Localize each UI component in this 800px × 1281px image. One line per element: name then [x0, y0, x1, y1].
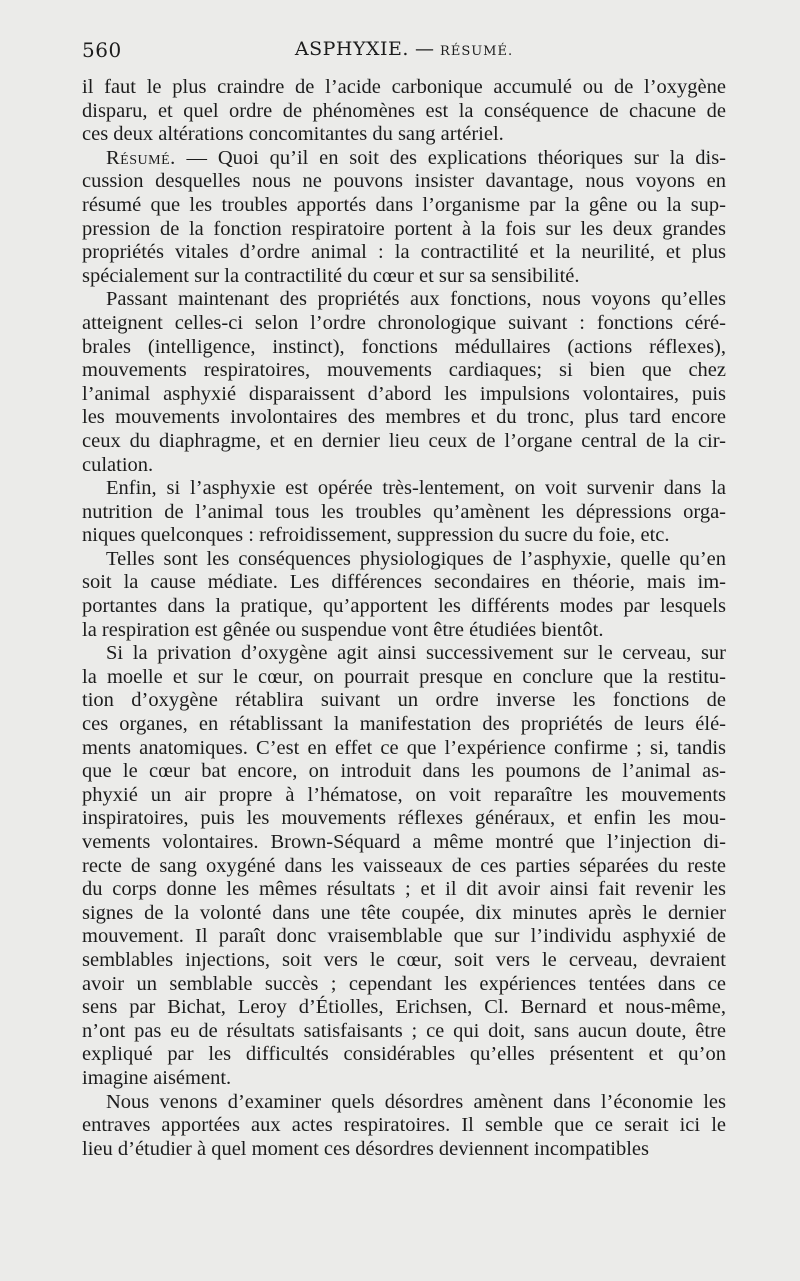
line-text: ments anatomiques. C’est en effet ce que l’expérience confirme ; si, tandis	[82, 736, 726, 759]
line-text: la moelle et sur le cœur, on pourrait presque en conclure que la restitu-	[82, 665, 726, 688]
text-line	[82, 501, 726, 525]
text-line	[82, 689, 726, 713]
text-line	[82, 831, 726, 855]
text-line	[82, 336, 726, 360]
running-subtitle: RÉSUMÉ.	[440, 44, 514, 59]
line-text: pression de la fonction respiratoire portent à la fois sur les deux grandes	[82, 217, 726, 240]
text-line	[82, 524, 726, 548]
paragraph	[82, 288, 726, 477]
text-line	[82, 170, 726, 194]
text-line	[82, 595, 726, 619]
line-text: niques quelconques : refroidissement, suppression du sucre du foie, etc.	[82, 524, 670, 547]
text-line	[82, 1091, 726, 1115]
line-text: Si la privation d’oxygène agit ainsi successivement sur le cerveau, sur	[106, 642, 726, 665]
line-text: Enfin, si l’asphyxie est opérée très-lentement, on voit survenir dans la	[106, 477, 726, 500]
text-line	[82, 218, 726, 242]
line-text: mouvement. Il paraît donc vraisemblable que sur l’individu asphyxié de	[82, 925, 726, 948]
paragraph	[82, 1091, 726, 1162]
line-text: ces deux altérations concomitantes du sang artériel.	[82, 123, 504, 146]
line-text: la respiration est gênée ou suspendue vont être étudiées bientôt.	[82, 618, 604, 641]
text-line	[82, 619, 726, 643]
text-line	[82, 265, 726, 289]
line-text: les mouvements involontaires des membres et du tronc, plus tard encore	[82, 406, 726, 429]
text-line	[82, 666, 726, 690]
line-text: Nous venons d’examiner quels désordres amènent dans l’économie les	[106, 1090, 726, 1113]
line-text: lieu d’étudier à quel moment ces désordres deviennent incompatibles	[82, 1137, 649, 1160]
line-text: expliqué par les difficultés considérables qu’elles présentent et qu’on	[82, 1043, 726, 1066]
text-line	[82, 359, 726, 383]
line-text: nutrition de l’animal tous les troubles qu’amènent les dépressions orga-	[82, 500, 726, 523]
text-line	[82, 760, 726, 784]
line-text: imagine aisément.	[82, 1066, 232, 1089]
page-number: 560	[82, 38, 122, 62]
running-separator: —	[415, 38, 434, 60]
text-line	[82, 100, 726, 124]
text-line	[82, 406, 726, 430]
text-line	[82, 1020, 726, 1044]
text-line	[82, 548, 726, 572]
running-title: ASPHYXIE.	[294, 38, 409, 60]
text-line	[82, 241, 726, 265]
line-text: semblables injections, soit vers le cœur, soit vers le cerveau, devraient	[82, 948, 726, 971]
line-text: disparu, et quel ordre de phénomènes est la conséquence de chacune de	[82, 99, 726, 122]
text-line	[82, 1138, 726, 1162]
text-line	[82, 477, 726, 501]
text-line	[82, 383, 726, 407]
page-header	[82, 38, 726, 66]
text-line	[82, 902, 726, 926]
line-text: portantes dans la pratique, qu’apportent les différents modes par lesquels	[82, 595, 726, 618]
line-text: inspiratoires, puis les mouvements réflexes généraux, et enfin les mou-	[82, 807, 726, 830]
text-line	[82, 147, 726, 171]
line-text: phyxié un air propre à l’hématose, on voit reparaître les mouvements	[82, 783, 726, 806]
text-line	[82, 312, 726, 336]
line-text: Passant maintenant des propriétés aux fonctions, nous voyons qu’elles	[106, 288, 726, 311]
text-line	[82, 878, 726, 902]
line-text: spécialement sur la contractilité du cœur et sur sa sensibilité.	[82, 264, 580, 287]
line-text: Telles sont les conséquences physiologiques de l’asphyxie, quelle qu’en	[106, 547, 726, 570]
line-text: atteignent celles-ci selon l’ordre chronologique suivant : fonctions céré-	[82, 311, 726, 334]
body-text	[82, 76, 726, 1161]
line-text: résumé que les troubles apportés dans l’organisme par la gêne ou la sup-	[82, 193, 726, 216]
text-line	[82, 996, 726, 1020]
lead-word: Résumé.	[106, 146, 176, 169]
line-text: propriétés vitales d’ordre animal : la contractilité et la neurilité, et plus	[82, 241, 726, 264]
text-line	[82, 1067, 726, 1091]
text-line	[82, 807, 726, 831]
line-text: brales (intelligence, instinct), fonctions médullaires (actions réflexes),	[82, 335, 726, 358]
paragraph	[82, 477, 726, 548]
text-line	[82, 855, 726, 879]
line-text: soit la cause médiate. Les différences secondaires en théorie, mais im-	[82, 571, 726, 594]
line-text: culation.	[82, 453, 154, 476]
line-text: cussion desquelles nous ne pouvons insister davantage, nous voyons en	[82, 170, 726, 193]
line-text: sens par Bichat, Leroy d’Étiolles, Erichsen, Cl. Bernard et nous-même,	[82, 996, 726, 1019]
line-text: ceux du diaphragme, et en dernier lieu ceux de l’organe central de la cir-	[82, 429, 726, 452]
text-line	[82, 76, 726, 100]
paragraph	[82, 548, 726, 642]
text-line	[82, 925, 726, 949]
line-text: l’animal asphyxié disparaissent d’abord les impulsions volontaires, puis	[82, 382, 726, 405]
line-text: tion d’oxygène rétablira suivant un ordre inverse les fonctions de	[82, 689, 726, 712]
line-text: recte de sang oxygéné dans les vaisseaux de ces parties séparées du reste	[82, 854, 726, 877]
text-line	[82, 1043, 726, 1067]
text-line	[82, 784, 726, 808]
text-line	[82, 713, 726, 737]
line-text: du corps donne les mêmes résultats ; et il dit avoir ainsi fait revenir les	[82, 878, 726, 901]
line-text: avoir un semblable succès ; cependant les expériences tentées dans ce	[82, 972, 726, 995]
line-text: vements volontaires. Brown-Séquard a même montré que l’injection di-	[82, 831, 726, 853]
text-line	[82, 194, 726, 218]
text-line	[82, 288, 726, 312]
text-line	[82, 123, 726, 147]
text-line	[82, 949, 726, 973]
line-text: entraves apportées aux actes respiratoires. Il semble que ce serait ici le	[82, 1114, 726, 1137]
paragraph	[82, 147, 726, 289]
text-line	[82, 642, 726, 666]
text-line	[82, 454, 726, 478]
line-text: n’ont pas eu de résultats satisfaisants ; ce qui doit, sans aucun doute, être	[82, 1019, 726, 1042]
line-text: ces organes, en rétablissant la manifestation des propriétés de leurs élé-	[82, 713, 726, 736]
paragraph	[82, 76, 726, 147]
line-text: que le cœur bat encore, on introduit dans les poumons de l’animal as-	[82, 760, 726, 783]
line-text: il faut le plus craindre de l’acide carbonique accumulé ou de l’oxygène	[82, 76, 726, 98]
text-line	[82, 973, 726, 997]
line-text: — Quoi qu’il en soit des explications théoriques sur la dis-	[175, 146, 726, 169]
text-line	[82, 430, 726, 454]
text-line	[82, 571, 726, 595]
text-line	[82, 1114, 726, 1138]
line-text: mouvements respiratoires, mouvements cardiaques; si bien que chez	[82, 359, 726, 382]
running-head	[82, 38, 726, 60]
text-line	[82, 737, 726, 761]
line-text: signes de la volonté dans une tête coupée, dix minutes après le dernier	[82, 901, 726, 924]
paragraph	[82, 642, 726, 1090]
